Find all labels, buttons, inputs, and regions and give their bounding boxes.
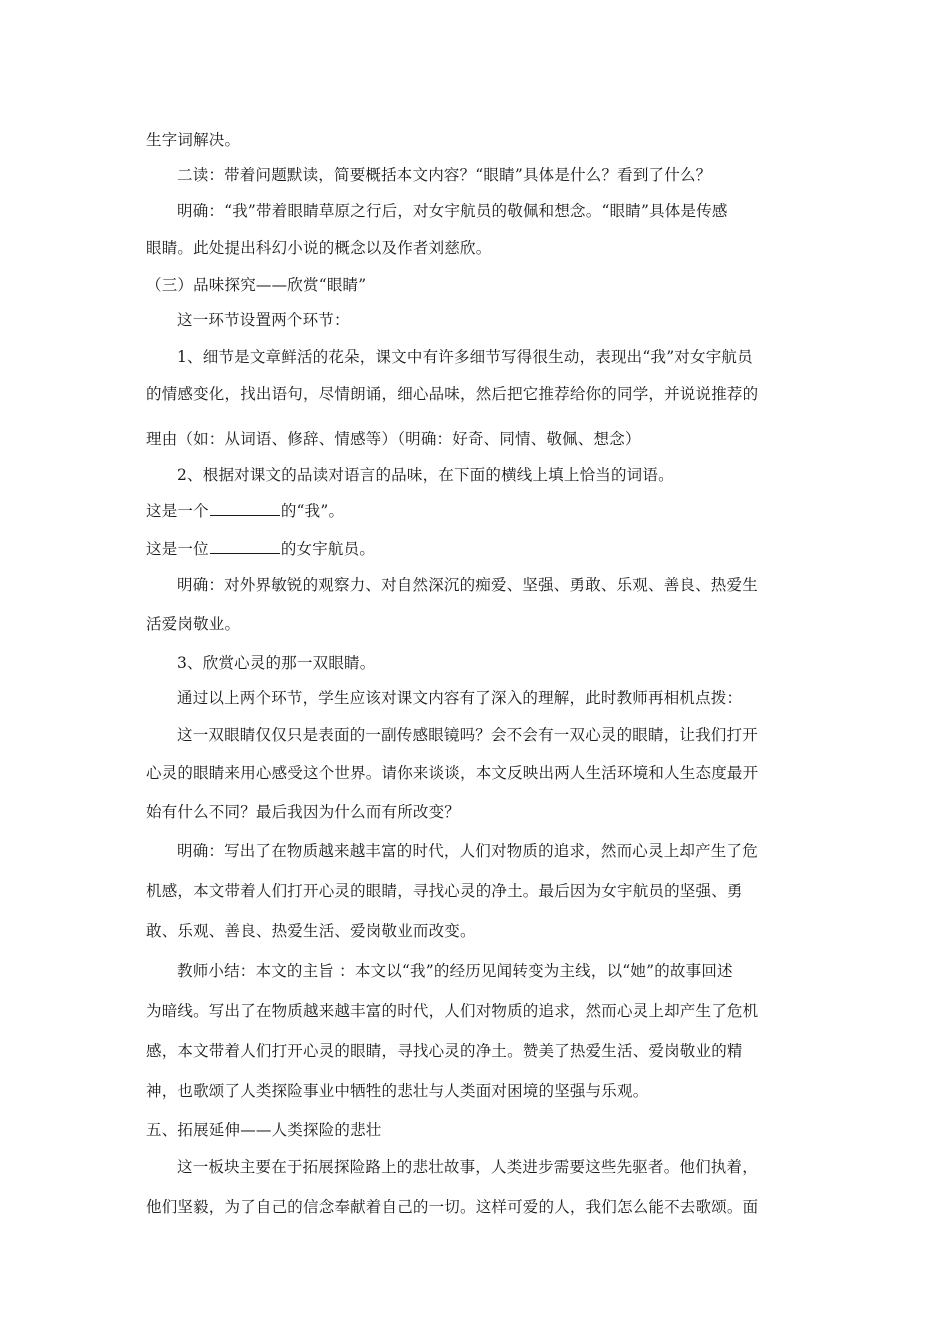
paragraph-line: 神，也歌颂了人类探险事业中牺牲的悲壮与人类面对困境的坚强与乐观。 xyxy=(146,1082,649,1100)
fill-in-line xyxy=(146,501,344,521)
paragraph-line: 感，本文带着人们打开心灵的眼睛，寻找心灵的净土。赞美了热爱生活、爱岗敬业的精 xyxy=(146,1042,743,1060)
paragraph-line: 始有什么不同？最后我因为什么而有所改变？ xyxy=(146,803,461,821)
paragraph-line: 眼睛。此处提出科幻小说的概念以及作者刘慈欣。 xyxy=(146,239,492,257)
paragraph-line: 3、欣赏心灵的那一双眼睛。 xyxy=(177,654,376,672)
paragraph-line: 二读：带着问题默读，简要概括本文内容？“眼睛”具体是什么？看到了什么？ xyxy=(177,166,712,184)
paragraph-line: 的情感变化，找出语句，尽情朗诵，细心品味，然后把它推荐给你的同学，并说说推荐的 xyxy=(146,385,759,403)
section-heading: 五、拓展延伸——人类探险的悲壮 xyxy=(146,1121,382,1139)
paragraph-line: 他们坚毅，为了自己的信念奉献着自己的一切。这样可爱的人，我们怎么能不去歌颂。面 xyxy=(146,1198,759,1216)
paragraph-line: 这一板块主要在于拓展探险路上的悲壮故事，人类进步需要这些先驱者。他们执着， xyxy=(177,1158,758,1176)
paragraph-line: 生字词解决。 xyxy=(146,131,241,149)
section-heading: （三）品味探究——欣赏“眼睛” xyxy=(146,276,367,294)
paragraph-line: 明确：“我”带着眼睛草原之行后，对女宇航员的敬佩和想念。“眼睛”具体是传感 xyxy=(177,202,728,220)
fill-in-suffix: 的“我”。 xyxy=(280,502,345,520)
paragraph-line: 教师小结：本文的主旨 ：本文以“我”的经历见闻转变为主线，以“她”的故事回述 xyxy=(177,962,733,980)
fill-in-line xyxy=(146,539,375,559)
paragraph-line: 为暗线。写出了在物质越来越丰富的时代，人们对物质的追求，然而心灵上却产生了危机 xyxy=(146,1002,759,1020)
paragraph-line: 明确：对外界敏锐的观察力、对自然深沉的痴爱、坚强、勇敢、乐观、善良、热爱生 xyxy=(177,576,758,594)
paragraph-line: 活爱岗敬业。 xyxy=(146,615,241,633)
paragraph-line: 这一环节设置两个环节： xyxy=(177,311,350,329)
fill-in-prefix: 这是一个 xyxy=(146,502,209,520)
fill-in-suffix: 的女宇航员。 xyxy=(280,540,376,558)
paragraph-line: 机感，本文带着人们打开心灵的眼睛，寻找心灵的净土。最后因为女宇航员的坚强、勇 xyxy=(146,882,743,900)
paragraph-line: 敢、乐观、善良、热爱生活、爱岗敬业而改变。 xyxy=(146,922,476,940)
fill-in-blank xyxy=(210,539,280,554)
fill-in-blank xyxy=(210,501,280,516)
paragraph-line: 1、细节是文章鲜活的花朵，课文中有许多细节写得很生动，表现出“我”对女宇航员 xyxy=(177,348,753,366)
paragraph-line: 这一双眼睛仅仅只是表面的一副传感眼镜吗？会不会有一双心灵的眼睛，让我们打开 xyxy=(177,726,758,744)
paragraph-line: 心灵的眼睛来用心感受这个世界。请你来谈谈，本文反映出两人生活环境和人生态度最开 xyxy=(146,764,759,782)
paragraph-line: 通过以上两个环节，学生应该对课文内容有了深入的理解，此时教师再相机点拨： xyxy=(177,689,743,707)
paragraph-line: 明确：写出了在物质越来越丰富的时代，人们对物质的追求，然而心灵上却产生了危 xyxy=(177,842,758,860)
paragraph-line: 理由（如：从词语、修辞、情感等）（明确：好奇、同情、敬佩、想念） xyxy=(146,430,641,448)
paragraph-line: 2、根据对课文的品读对语言的品味，在下面的横线上填上恰当的词语。 xyxy=(177,466,674,484)
fill-in-prefix: 这是一位 xyxy=(146,540,209,558)
